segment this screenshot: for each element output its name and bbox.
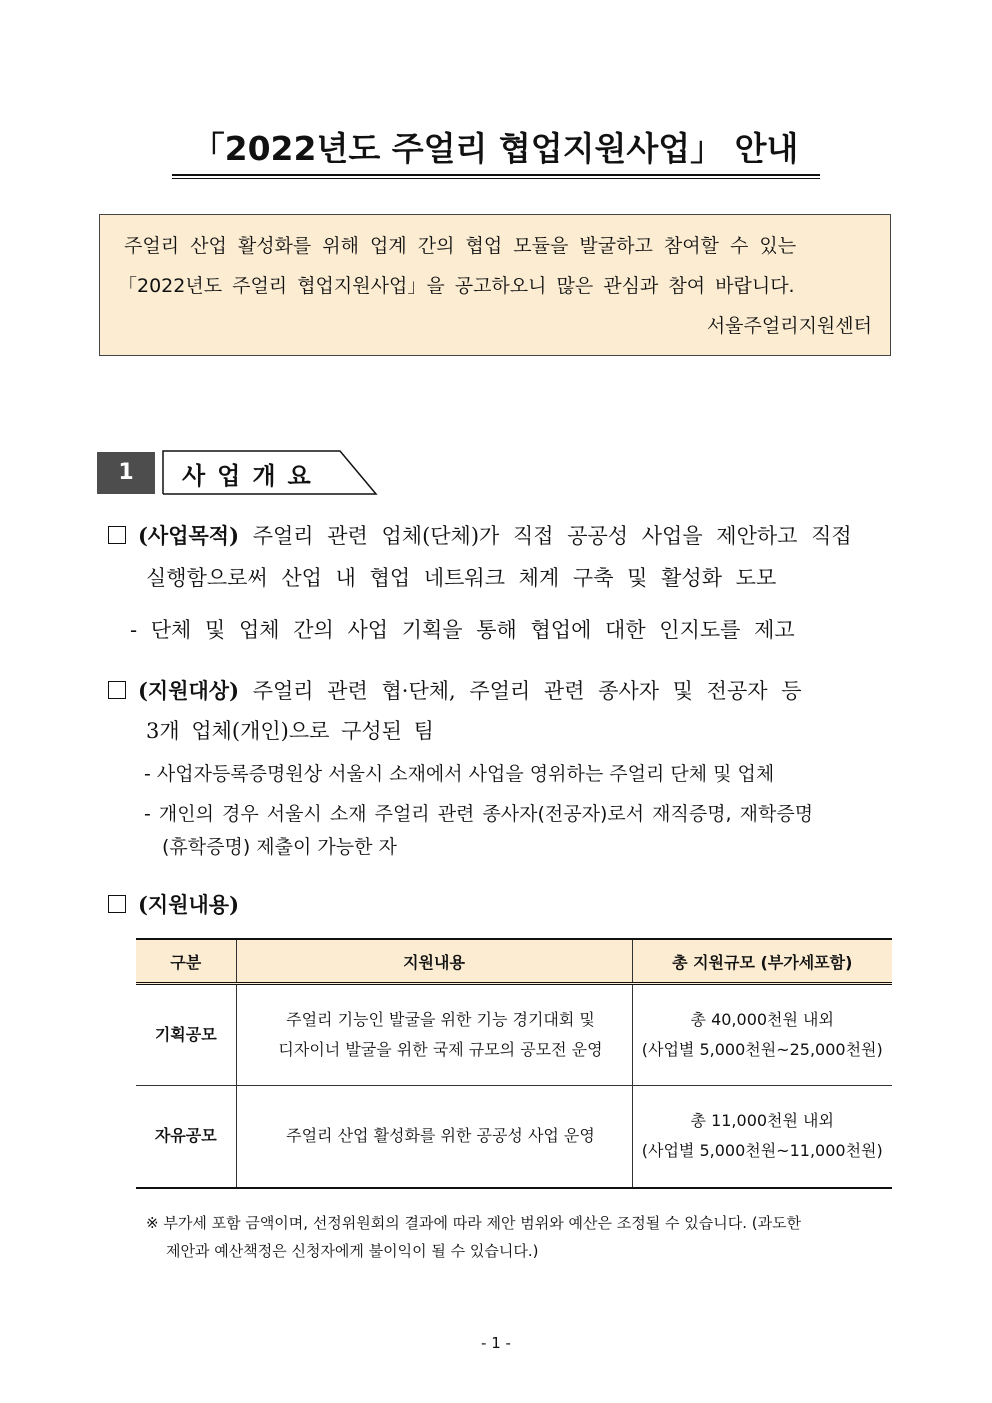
notice-box bbox=[99, 214, 891, 356]
target-label: (지원대상) bbox=[138, 678, 240, 703]
title-block bbox=[170, 125, 820, 173]
section-title-box bbox=[162, 450, 378, 496]
notice-signature: 서울주얼리지원센터 bbox=[706, 315, 872, 337]
row-content-line: 주얼리 기능인 발굴을 위한 기능 경기대회 및 bbox=[286, 1010, 595, 1029]
section-number: 1 bbox=[97, 452, 155, 494]
purpose-text-cont: 실행함으로써 산업 내 협업 네트워크 체계 구축 및 활성화 도모 bbox=[146, 566, 777, 590]
table-row bbox=[136, 1086, 892, 1188]
header-category: 구분 bbox=[136, 939, 236, 984]
purpose-label: (사업목적) bbox=[138, 523, 240, 548]
purpose-sub: - 단체 및 업체 간의 사업 기획을 통해 협업에 대한 인지도를 제고 bbox=[130, 618, 795, 642]
row-scale-range: (사업별 5,000천원~11,000천원) bbox=[641, 1141, 883, 1161]
page-number: - 1 - bbox=[481, 1334, 511, 1352]
row-scale bbox=[632, 984, 892, 1086]
notice-line-2: 「2022년도 주얼리 협업지원사업」을 공고하오니 많은 관심과 참여 바랍니다. bbox=[118, 275, 795, 297]
purpose-bullet bbox=[108, 522, 852, 550]
row-scale-total: 총 40,000천원 내외 bbox=[690, 1010, 834, 1029]
header-content: 지원내용 bbox=[236, 939, 632, 984]
content-label: (지원내용) bbox=[138, 892, 240, 917]
row-content bbox=[236, 984, 632, 1086]
section-title: 사업개요 bbox=[182, 462, 323, 490]
target-text: 주얼리 관련 협·단체, 주얼리 관련 종사자 및 전공자 등 bbox=[252, 679, 802, 703]
row-content-line: 디자이너 발굴을 위한 국제 규모의 공모전 운영 bbox=[278, 1040, 603, 1059]
target-text-cont: 3개 업체(개인)으로 구성된 팀 bbox=[146, 719, 434, 743]
purpose-text: 주얼리 관련 업체(단체)가 직접 공공성 사업을 제안하고 직접 bbox=[252, 524, 852, 548]
title-underline bbox=[172, 174, 820, 179]
notice-line-1: 주얼리 산업 활성화를 위해 업계 간의 협업 모듈을 발굴하고 참여할 수 있는 bbox=[124, 235, 797, 257]
target-sub-1: - 사업자등록증명원상 서울시 소재에서 사업을 영위하는 주얼리 단체 및 업체 bbox=[144, 763, 775, 785]
row-scale bbox=[632, 1086, 892, 1188]
row-category: 자유공모 bbox=[154, 1126, 217, 1146]
table-header-row bbox=[136, 939, 892, 984]
row-category: 기획공모 bbox=[154, 1025, 217, 1044]
checkbox-square-icon bbox=[108, 526, 126, 544]
support-table bbox=[136, 938, 892, 1189]
target-sub-2: - 개인의 경우 서울시 소재 주얼리 관련 종사자(전공자)로서 재직증명, 재학증명 bbox=[144, 803, 814, 825]
target-sub-2-cont: (휴학증명) 제출이 가능한 자 bbox=[162, 836, 397, 858]
row-scale-total: 총 11,000천원 내외 bbox=[690, 1111, 834, 1131]
table-row bbox=[136, 984, 892, 1086]
row-content-line: 주얼리 산업 활성화를 위한 공공성 사업 운영 bbox=[286, 1126, 595, 1146]
page-title: 「2022년도 주얼리 협업지원사업」 안내 bbox=[191, 129, 799, 168]
footnote-line-2: 제안과 예산책정은 신청자에게 불이익이 될 수 있습니다.) bbox=[166, 1242, 539, 1260]
checkbox-square-icon bbox=[108, 895, 126, 913]
checkbox-square-icon bbox=[108, 681, 126, 699]
footnote-line-1: ※ 부가세 포함 금액이며, 선정위원회의 결과에 따라 제안 범위와 예산은 조정될 수 있습니다. (과도한 bbox=[146, 1214, 802, 1232]
row-content bbox=[236, 1086, 632, 1188]
header-scale: 총 지원규모 (부가세포함) bbox=[632, 939, 892, 984]
row-scale-range: (사업별 5,000천원~25,000천원) bbox=[641, 1040, 883, 1059]
content-bullet bbox=[108, 891, 239, 919]
target-bullet bbox=[108, 677, 801, 705]
